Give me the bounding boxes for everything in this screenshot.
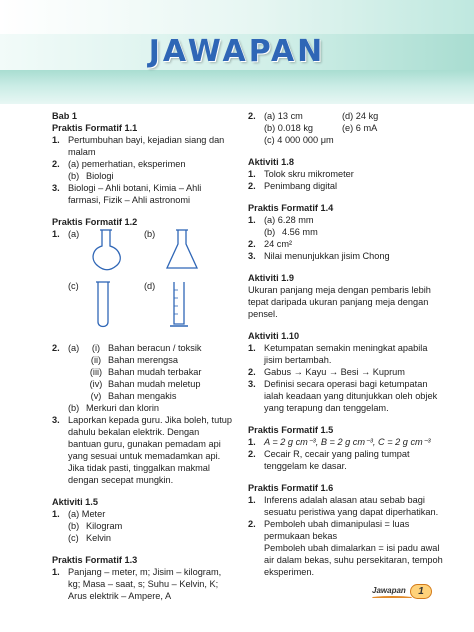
item-text: Definisi secara operasi bagi ketumpatan ialah keadaan yang ditunjukkan oleh objek yang terapung dan tenggelam.: [264, 379, 438, 413]
answer-item: [52, 134, 234, 158]
item-number: 3.: [52, 415, 60, 425]
item-text: Gabus → Kayu → Besi → Kuprum: [264, 367, 405, 377]
sub-text: Kelvin: [86, 533, 112, 543]
answer-item: [52, 508, 234, 520]
footer-label: Jawapan: [372, 586, 406, 595]
item-text: Cecair R, cecair yang paling tumpat tenggelam ke dasar.: [264, 449, 410, 471]
round-bottom-flask-icon: [88, 228, 124, 272]
section-heading: Aktiviti 1.8: [248, 157, 294, 167]
sub-label: (a): [68, 343, 80, 353]
sub-text: 4 000 000 μm: [277, 135, 334, 145]
item-text: Ketumpatan semakin meningkat apabila jisim bertambah.: [264, 343, 428, 365]
sub-item: [52, 532, 234, 544]
item-number: 1.: [52, 229, 60, 239]
sub-item: [52, 390, 234, 402]
section-heading: Praktis Formatif 1.3: [52, 555, 138, 565]
item-number: 1.: [248, 495, 256, 505]
page-title: JAWAPAN: [148, 34, 326, 69]
item-number: 1.: [248, 169, 256, 179]
page-number: 1: [410, 584, 432, 599]
item-number: 2.: [248, 239, 256, 249]
item-number: 2.: [52, 159, 60, 169]
sub-text: Kilogram: [86, 521, 123, 531]
sub-item: [52, 366, 234, 378]
boiling-tube-icon: [88, 280, 118, 330]
item-text: A = 2 g cm⁻³, B = 2 g cm⁻³, C = 2 g cm⁻³: [264, 437, 431, 447]
item-number: 2.: [248, 449, 256, 459]
item-number: 2.: [248, 181, 256, 191]
item-text: 24 cm²: [264, 239, 293, 249]
conical-flask-icon: [164, 228, 200, 272]
answer-item: [248, 378, 448, 414]
section-heading: Aktiviti 1.9: [248, 273, 294, 283]
sub-text: 6 mA: [355, 123, 378, 133]
item-number: 3.: [248, 251, 256, 261]
answer-item: [52, 342, 234, 354]
sub-item: [52, 170, 234, 182]
sub-label: (b): [68, 171, 80, 181]
section-heading: Praktis Formatif 1.4: [248, 203, 334, 213]
item-number: 1.: [248, 437, 256, 447]
answer-item: [248, 518, 448, 578]
sub-text: Merkuri dan klorin: [86, 403, 160, 413]
banner-band: [0, 70, 474, 104]
sub-label: (e): [342, 123, 354, 133]
left-column: [52, 110, 234, 602]
answer-item: [248, 110, 448, 146]
answer-item: [248, 366, 448, 378]
answer-item: [52, 566, 234, 602]
answer-item: [248, 342, 448, 366]
sub-label: (c): [68, 281, 79, 291]
roman-label: (i): [91, 343, 101, 353]
sub-text: 4.56 mm: [282, 227, 318, 237]
item-number: 3.: [248, 379, 256, 389]
answer-item: [52, 158, 234, 170]
sub-text: Bahan mudah terbakar: [108, 367, 202, 377]
answer-item: [248, 214, 448, 226]
item-text: Penimbang digital: [264, 181, 338, 191]
sub-text: Bahan mudah meletup: [108, 379, 201, 389]
roman-label: (v): [90, 391, 102, 401]
item-text: Laporkan kepada guru. Jika boleh, tutup dahulu bekalan elektrik. Dengan bantuan guru, gunakan pemadam api yang sesuai untuk memadamkan api. Jika tidak pasti, tinggalkan makmal dengan secepat mungkin.: [68, 415, 232, 485]
sub-item: [52, 402, 234, 414]
answer-item: [52, 414, 234, 486]
item-number: 1.: [52, 509, 60, 519]
section-heading: Aktiviti 1.5: [52, 497, 98, 507]
sub-text: Bahan mengakis: [108, 391, 177, 401]
sub-label: (c): [264, 135, 275, 145]
item-number: 2.: [52, 343, 60, 353]
item-number: 1.: [248, 215, 256, 225]
apparatus-cell: [144, 280, 220, 332]
sub-text: Bahan merengsa: [108, 355, 178, 365]
answer-item: [248, 494, 448, 518]
item-text: [68, 158, 234, 170]
section-heading: Praktis Formatif 1.1: [52, 123, 138, 133]
item-text: Inferens adalah alasan atau sebab bagi sesuatu peristiwa yang dapat diperhatikan.: [264, 495, 439, 517]
item-number: 2.: [248, 519, 256, 529]
item-number: 2.: [248, 367, 256, 377]
item-text: Pertumbuhan bayi, kejadian siang dan malam: [68, 135, 225, 157]
answer-item: [248, 180, 448, 192]
roman-label: (iii): [89, 367, 103, 377]
item-text: Panjang – meter, m; Jisim – kilogram, kg; Masa – saat, s; Suhu – Kelvin, K; Arus elektrik – Ampere, A: [68, 567, 222, 601]
sub-item: [52, 520, 234, 532]
sub-label: (d): [342, 111, 354, 121]
paragraph: Ukuran panjang meja dengan pembaris lebih tepat daripada ukuran panjang meja dengan pensel.: [248, 285, 431, 319]
right-column: [248, 110, 448, 578]
answer-item: [248, 168, 448, 180]
section-heading: Praktis Formatif 1.2: [52, 217, 138, 227]
footer-swoosh: [372, 596, 412, 599]
item-text: Pemboleh ubah dimanipulasi = luas permukaan bekas: [264, 519, 410, 541]
header-banner: [0, 0, 474, 104]
measuring-cylinder-icon: [164, 280, 194, 330]
sub-text: Biologi: [86, 171, 114, 181]
sub-label: (a): [264, 215, 276, 225]
item-number: 2.: [248, 111, 256, 121]
roman-label: (iv): [89, 379, 103, 389]
answer-item: [248, 436, 448, 448]
apparatus-grid: [52, 228, 234, 332]
banner-band: [0, 0, 474, 34]
sub-label: (b): [68, 521, 80, 531]
apparatus-cell: [68, 228, 144, 280]
sub-label: (a): [68, 159, 80, 169]
sub-text: Bahan beracun / toksik: [108, 343, 202, 353]
chapter-heading: Bab 1: [52, 111, 78, 121]
item-text: Pemboleh ubah dimalarkan = isi padu awal air dalam bekas, suhu persekitaran, tempoh eksperimen.: [264, 543, 443, 577]
sub-label: (a): [68, 509, 80, 519]
answer-item: [248, 238, 448, 250]
sub-text: 24 kg: [355, 111, 379, 121]
sub-item: [248, 226, 448, 238]
item-text: Biologi – Ahli botani, Kimia – Ahli farmasi, Fizik – Ahli astronomi: [68, 183, 202, 205]
sub-label: (d): [144, 281, 156, 291]
sub-text: 13 cm: [277, 111, 303, 121]
sub-text: pemerhatian, eksperimen: [81, 159, 186, 169]
answer-item: [248, 448, 448, 472]
section-heading: Praktis Formatif 1.6: [248, 483, 334, 493]
item-text: Nilai menunjukkan jisim Chong: [264, 251, 390, 261]
section-heading: Praktis Formatif 1.5: [248, 425, 334, 435]
sub-label: (a): [264, 111, 276, 121]
item-number: 1.: [52, 567, 60, 577]
sub-label: (a): [68, 229, 80, 239]
sub-text: 0.018 kg: [277, 123, 314, 133]
sub-label: (b): [264, 227, 276, 237]
item-number: 1.: [52, 135, 60, 145]
section-heading: Aktiviti 1.10: [248, 331, 300, 341]
sub-item: [52, 354, 234, 366]
item-number: 3.: [52, 183, 60, 193]
apparatus-cell: [68, 280, 144, 332]
item-number: 1.: [248, 343, 256, 353]
sub-label: (c): [68, 533, 79, 543]
sub-label: (b): [144, 229, 156, 239]
sub-text: Meter: [81, 509, 106, 519]
item-text: Tolok skru mikrometer: [264, 169, 354, 179]
sub-text: 6.28 mm: [277, 215, 314, 225]
sub-label: (b): [264, 123, 276, 133]
sub-label: (b): [68, 403, 80, 413]
answer-item: [248, 250, 448, 262]
page-footer: [372, 584, 436, 600]
sub-item: [52, 378, 234, 390]
answer-item: [52, 182, 234, 206]
roman-label: (ii): [90, 355, 102, 365]
apparatus-cell: [144, 228, 220, 280]
